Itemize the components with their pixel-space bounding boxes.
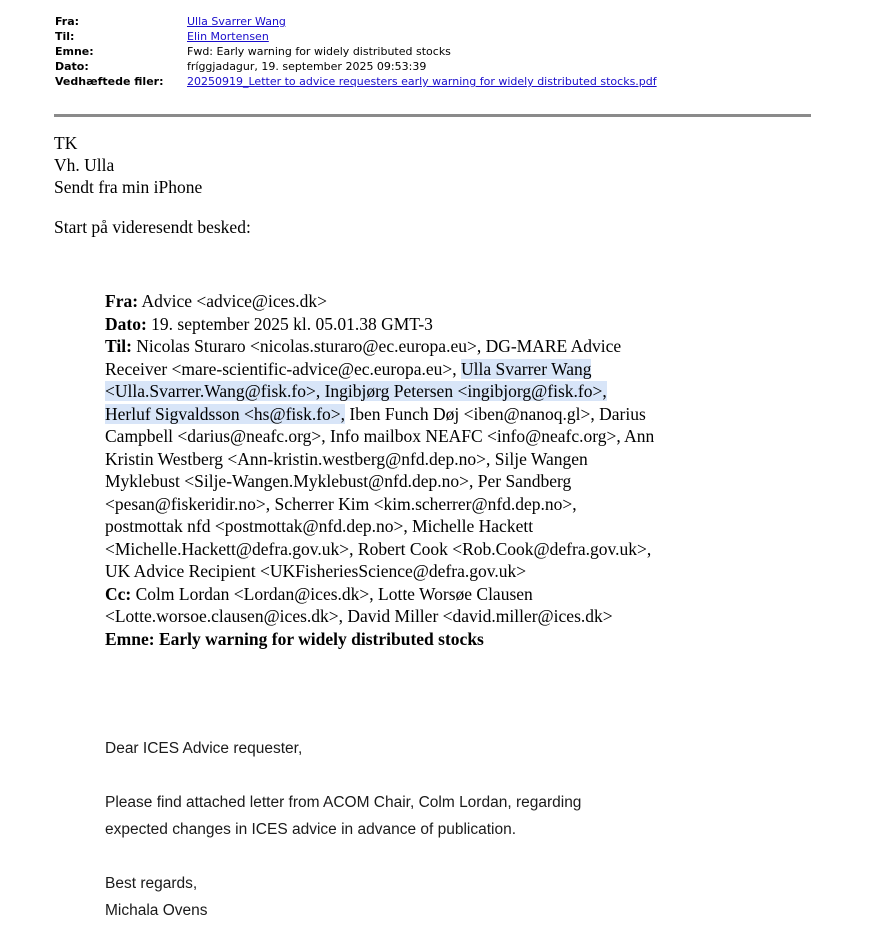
header-attachments-label: Vedhæftede filer: — [55, 75, 164, 88]
fwd-to-text: Receiver <mare-scientific-advice@ec.europa.eu>, — [105, 358, 462, 379]
fwd-date-line — [105, 313, 805, 336]
forwarded-body — [105, 735, 581, 924]
header-date-value: fríggjadagur, 19. september 2025 09:53:39 — [187, 60, 427, 73]
spacer — [105, 843, 581, 870]
forward-intro: Start på videresendt besked: — [54, 217, 251, 237]
fwd-to-label: Til: — [105, 336, 132, 356]
closing: Best regards, — [105, 875, 198, 892]
fwd-subject-line: Emne: Early warning for widely distributed stocks — [105, 628, 484, 649]
header-from-link[interactable]: Ulla Svarrer Wang — [187, 15, 286, 28]
fwd-to-line-2 — [105, 358, 805, 381]
fwd-from-line — [105, 290, 805, 313]
fwd-to-line-11: UK Advice Recipient <UKFisheriesScience@defra.gov.uk> — [105, 561, 527, 581]
fwd-cc-label: Cc: — [105, 583, 132, 604]
fwd-to-value: Nicolas Sturaro <nicolas.sturaro@ec.europa.eu>, DG-MARE Advice — [131, 336, 622, 356]
fwd-to-line-4 — [105, 403, 805, 426]
email-header — [55, 14, 657, 89]
header-from-label: Fra: — [55, 15, 80, 28]
fwd-to-text: Iben Funch Døj <iben@nanoq.gl>, Darius — [345, 403, 646, 424]
fwd-to-line-7: Myklebust <Silje-Wangen.Myklebust@nfd.dep.no>, Per Sandberg — [105, 471, 572, 491]
header-subject-row — [55, 44, 657, 59]
header-divider — [54, 114, 811, 117]
header-subject-label: Emne: — [55, 45, 94, 58]
message-body — [54, 132, 251, 238]
body-line-signoff: Vh. Ulla — [54, 155, 115, 175]
paragraph-line-1: Please find attached letter from ACOM Chair, Colm Lordan, regarding — [105, 794, 582, 811]
highlighted-recipient: Ulla Svarrer Wang — [461, 358, 592, 379]
header-from-row — [55, 14, 657, 29]
body-line-sent-from: Sendt fra min iPhone — [54, 177, 203, 197]
header-date-label: Dato: — [55, 60, 89, 73]
fwd-to-line-6: Kristin Westberg <Ann-kristin.westberg@nfd.dep.no>, Silje Wangen — [105, 448, 588, 469]
fwd-cc-line-1 — [105, 583, 805, 606]
greeting: Dear ICES Advice requester, — [105, 740, 303, 757]
body-line-tk: TK — [54, 133, 78, 153]
header-subject-value: Fwd: Early warning for widely distributed stocks — [187, 45, 451, 58]
highlighted-recipient: <Ulla.Svarrer.Wang@fisk.fo>, Ingibjørg Petersen <ingibjorg@fisk.fo>, — [105, 381, 607, 401]
fwd-date-label: Dato: — [105, 313, 147, 334]
fwd-from-value: Advice <advice@ices.dk> — [138, 291, 327, 311]
spacer — [105, 762, 581, 789]
fwd-cc-value: Colm Lordan <Lordan@ices.dk>, Lotte Worsøe Clausen — [131, 583, 533, 604]
paragraph-line-2: expected changes in ICES advice in advance of publication. — [105, 821, 517, 838]
header-to-row — [55, 29, 657, 44]
header-date-row — [55, 59, 657, 74]
attachment-link[interactable]: 20250919_Letter to advice requesters early warning for widely distributed stocks.pdf — [187, 75, 657, 88]
fwd-to-line-10: <Michelle.Hackett@defra.gov.uk>, Robert Cook <Rob.Cook@defra.gov.uk>, — [105, 538, 652, 559]
fwd-date-value: 19. september 2025 kl. 05.01.38 GMT-3 — [146, 313, 433, 334]
fwd-to-line-8: <pesan@fiskeridir.no>, Scherrer Kim <kim.scherrer@nfd.dep.no>, — [105, 493, 577, 514]
header-to-label: Til: — [55, 30, 75, 43]
header-attachments-row — [55, 74, 657, 89]
forwarded-header — [105, 290, 805, 650]
fwd-to-line-3 — [105, 380, 805, 403]
fwd-to-line-9: postmottak nfd <postmottak@nfd.dep.no>, Michelle Hackett — [105, 516, 534, 536]
highlighted-recipient: Herluf Sigvaldsson <hs@fisk.fo>, — [105, 403, 346, 424]
fwd-from-label: Fra: — [105, 291, 139, 311]
fwd-to-line-5: Campbell <darius@neafc.org>, Info mailbox NEAFC <info@neafc.org>, Ann — [105, 426, 655, 446]
fwd-to-line-1 — [105, 335, 805, 358]
fwd-cc-line-2: <Lotte.worsoe.clausen@ices.dk>, David Miller <david.miller@ices.dk> — [105, 606, 613, 626]
spacer — [54, 198, 251, 216]
header-to-link[interactable]: Elin Mortensen — [187, 30, 269, 43]
signature: Michala Ovens — [105, 902, 208, 919]
